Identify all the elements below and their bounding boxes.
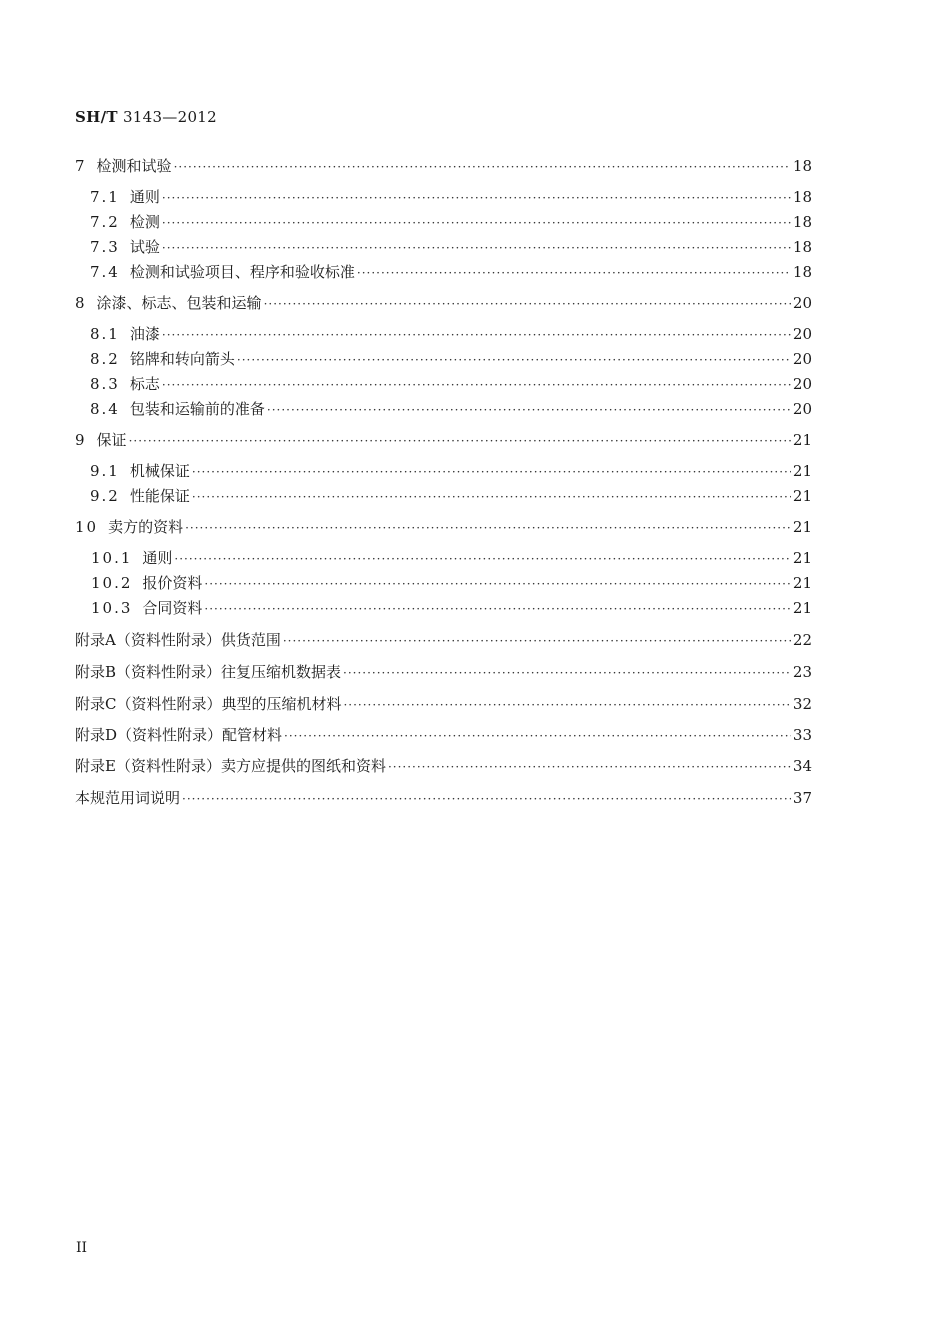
toc-leader (388, 756, 791, 778)
toc-number: 10.2 (91, 574, 133, 592)
toc-page: 18 (792, 263, 812, 281)
toc-title: 附录D（资料性附录）配管材料 (75, 726, 283, 744)
toc-number: 8.2 (90, 350, 120, 368)
toc-page: 33 (792, 726, 812, 744)
toc-leader (204, 598, 790, 620)
toc-title: 附录E（资料性附录）卖方应提供的图纸和资料 (75, 757, 386, 775)
toc-page: 18 (792, 157, 812, 175)
toc-entry-8-3[interactable] (75, 373, 812, 395)
toc-number: 9.2 (90, 487, 120, 505)
toc-page: 20 (792, 294, 812, 312)
toc-title: 合同资料 (142, 599, 203, 617)
toc-page: 21 (792, 518, 812, 536)
toc-page: 21 (792, 431, 812, 449)
toc-page: 21 (792, 599, 812, 617)
toc-number: 8 (75, 294, 87, 312)
toc-leader (162, 374, 791, 396)
toc-title: 报价资料 (142, 574, 203, 592)
toc-title: 包装和运输前的准备 (129, 400, 265, 418)
toc-number: 10.1 (91, 549, 133, 567)
toc-entry-appendix-c[interactable] (75, 693, 812, 715)
toc-entry-7-2[interactable] (75, 211, 812, 233)
toc-leader (343, 694, 790, 716)
toc-title: 油漆 (129, 325, 160, 343)
toc-title: 卖方的资料 (108, 518, 184, 536)
toc-title: 附录B（资料性附录）往复压缩机数据表 (75, 663, 342, 681)
toc-entry-appendix-b[interactable] (75, 661, 812, 683)
toc-title: 附录C（资料性附录）典型的压缩机材料 (75, 695, 342, 713)
toc-leader (185, 517, 791, 539)
toc-entry-8[interactable] (75, 292, 812, 314)
toc-leader (204, 573, 790, 595)
toc-page: 34 (792, 757, 812, 775)
toc-number: 7.2 (90, 213, 120, 231)
toc-title: 保证 (96, 431, 127, 449)
toc-page: 21 (792, 574, 812, 592)
toc-entry-7-3[interactable] (75, 236, 812, 258)
toc-number: 8.4 (90, 400, 120, 418)
toc-entry-9[interactable] (75, 429, 812, 451)
toc-page: 21 (792, 487, 812, 505)
toc-number: 7.1 (90, 188, 120, 206)
toc-page: 20 (792, 400, 812, 418)
toc-leader (129, 430, 791, 452)
toc-entry-8-2[interactable] (75, 348, 812, 370)
toc-number: 9.1 (90, 462, 120, 480)
toc-page: 20 (792, 325, 812, 343)
toc-page: 18 (792, 238, 812, 256)
page-number: II (76, 1240, 88, 1256)
toc-leader (162, 187, 791, 209)
toc-leader (237, 349, 791, 371)
toc-page: 21 (792, 549, 812, 567)
toc-entry-appendix-a[interactable] (75, 629, 812, 651)
toc-number: 8.3 (90, 375, 120, 393)
toc-leader (182, 788, 791, 810)
toc-entry-7-4[interactable] (75, 261, 812, 283)
toc-leader (343, 662, 791, 684)
toc-leader (284, 725, 791, 747)
toc-number: 10 (75, 518, 99, 536)
toc-title: 检测和试验 (96, 157, 172, 175)
toc-page: 18 (792, 213, 812, 231)
toc-leader (267, 399, 791, 421)
toc-number: 7.4 (90, 263, 120, 281)
toc-entry-10-2[interactable] (75, 572, 812, 594)
toc-page: 37 (792, 789, 812, 807)
toc-entry-appendix-e[interactable] (75, 755, 812, 777)
toc-title: 标志 (129, 375, 160, 393)
toc-number: 8.1 (90, 325, 120, 343)
toc-title: 检测 (129, 213, 160, 231)
toc-entry-10-1[interactable] (75, 547, 812, 569)
toc-page: 32 (792, 695, 812, 713)
toc-title: 通则 (129, 188, 160, 206)
toc-title: 检测和试验项目、程序和验收标准 (129, 263, 355, 281)
toc-title: 试验 (129, 238, 160, 256)
toc-entry-7-1[interactable] (75, 186, 812, 208)
toc-leader (174, 156, 791, 178)
toc-entry-9-1[interactable] (75, 460, 812, 482)
toc-title: 性能保证 (129, 487, 190, 505)
toc-title: 通则 (142, 549, 173, 567)
toc-entry-terms[interactable] (75, 787, 812, 809)
toc-leader (162, 212, 791, 234)
standard-code: SH/T (75, 108, 118, 126)
toc-title: 机械保证 (129, 462, 190, 480)
toc-entry-10-3[interactable] (75, 597, 812, 619)
toc-leader (174, 548, 790, 570)
toc-entry-appendix-d[interactable] (75, 724, 812, 746)
toc-page: 18 (792, 188, 812, 206)
toc-leader (264, 293, 791, 315)
toc-number: 7.3 (90, 238, 120, 256)
toc-leader (357, 262, 791, 284)
toc-page: 22 (792, 631, 812, 649)
toc-entry-8-4[interactable] (75, 398, 812, 420)
toc-title: 涂漆、标志、包装和运输 (96, 294, 262, 312)
toc-leader (192, 461, 791, 483)
toc-page: 20 (792, 375, 812, 393)
toc-number: 9 (75, 431, 87, 449)
toc-page: 20 (792, 350, 812, 368)
toc-leader (192, 486, 791, 508)
document-header (75, 108, 217, 126)
toc-entry-9-2[interactable] (75, 485, 812, 507)
toc-entry-8-1[interactable] (75, 323, 812, 345)
toc-leader (162, 324, 791, 346)
toc-leader (283, 630, 791, 652)
toc-number: 10.3 (91, 599, 133, 617)
standard-number: 3143—2012 (122, 108, 217, 126)
toc-title: 附录A（资料性附录）供货范围 (75, 631, 281, 649)
toc-page: 21 (792, 462, 812, 480)
toc-title: 铭牌和转向箭头 (129, 350, 235, 368)
toc-entry-10[interactable] (75, 516, 812, 538)
toc-page: 23 (792, 663, 812, 681)
toc-entry-7[interactable] (75, 155, 812, 177)
toc-leader (162, 237, 791, 259)
toc-number: 7 (75, 157, 87, 175)
toc-title: 本规范用词说明 (75, 789, 181, 807)
